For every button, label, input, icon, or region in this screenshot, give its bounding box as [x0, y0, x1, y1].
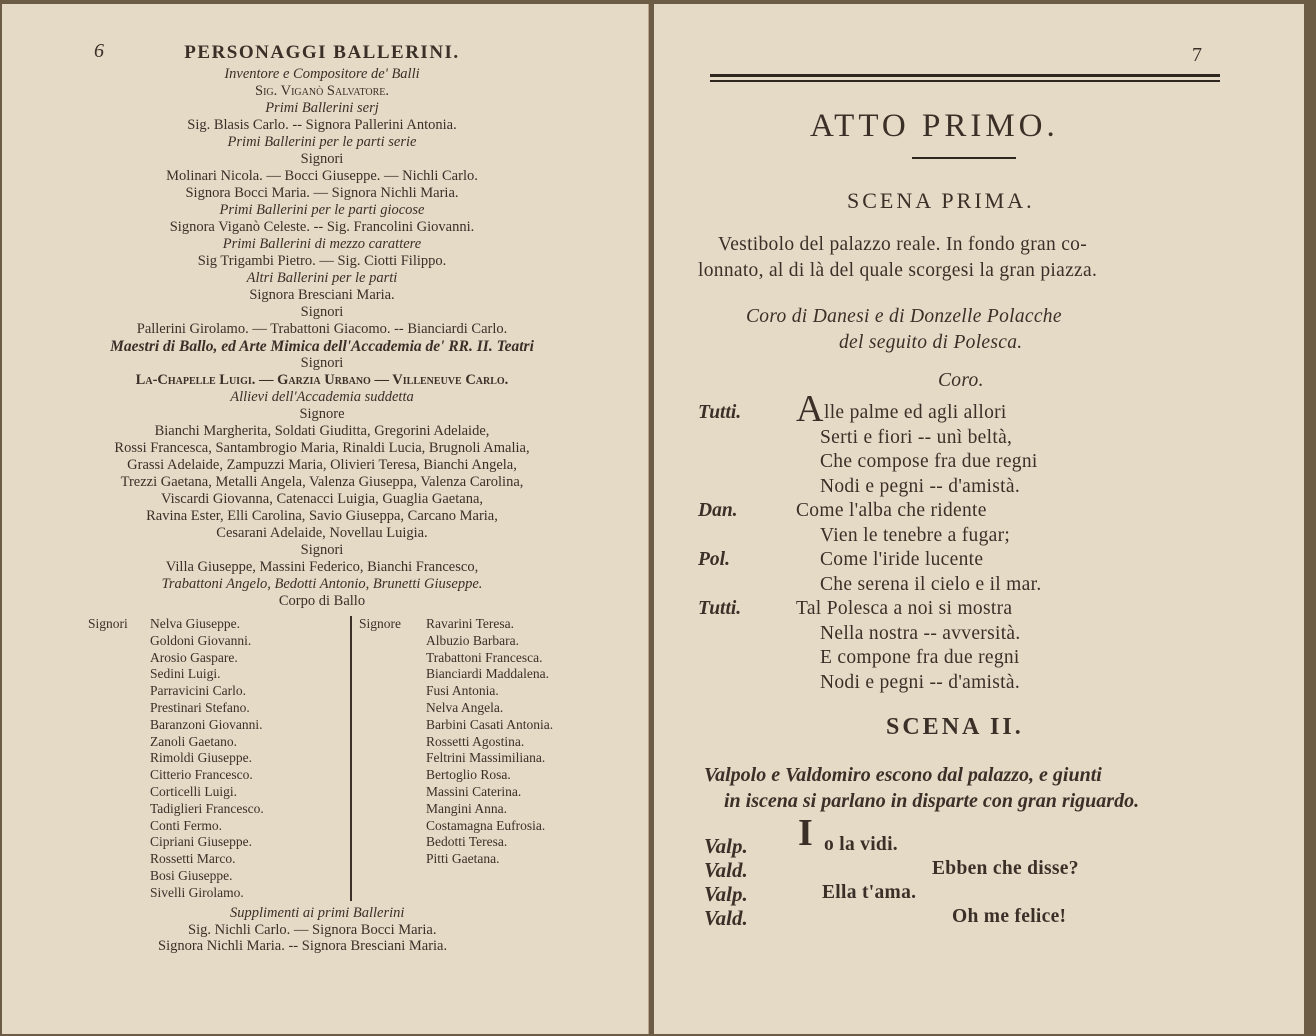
title-rule — [912, 157, 1016, 159]
dancer-name: Trabattoni Francesca. — [426, 649, 543, 665]
speaker-label: Valp. — [704, 834, 748, 858]
cast-line: Signora Bresciani Maria. — [249, 287, 395, 303]
dancer-name: Corticelli Luigi. — [150, 784, 237, 799]
verse-line: Serti e fiori -- unì beltà, — [820, 426, 1013, 448]
speaker-label: Tutti. — [698, 598, 742, 619]
dancer-name: Ravarini Teresa. — [426, 616, 515, 631]
dancer-name: Arosio Gaspare. — [150, 649, 238, 665]
dancer-name: Bosi Giuseppe. — [150, 868, 233, 883]
cast-line: Trezzi Gaetana, Metalli Angela, Valenza Giuseppa, Valenza Carolina, — [120, 474, 524, 490]
cast-line: Inventore e Compositore de' Balli — [224, 66, 420, 82]
coro-label: Coro. — [938, 370, 984, 391]
signori-label: Signori — [88, 616, 128, 631]
scene-two-description-2: in iscena si parlano in disparte con gran riguardo. — [724, 790, 1140, 812]
verse-line: Che compose fra due regni — [820, 451, 1038, 472]
dancer-name: Sivelli Girolamo. — [150, 884, 244, 900]
dancer-name: Pitti Gaetana. — [426, 851, 500, 867]
dancer-name: Sedini Luigi. — [150, 666, 221, 682]
dancer-name: Bedotti Teresa. — [426, 834, 508, 850]
cast-line: Signora Viganò Celeste. -- Sig. Francolini Giovanni. — [169, 219, 475, 235]
speaker-label: Dan. — [698, 500, 738, 521]
speaker-label: Pol. — [698, 549, 730, 570]
cast-line: Signori — [300, 542, 344, 558]
verse-line: Che serena il cielo e il mar. — [820, 573, 1042, 595]
cast-line: Signori — [300, 151, 344, 167]
cast-line: Sig Trigambi Pietro. — Sig. Ciotti Filippo. — [197, 253, 447, 269]
cast-line: Primi Ballerini per le parti serie — [227, 134, 417, 150]
dancer-name: Costamagna Eufrosia. — [426, 817, 546, 833]
cast-line: Rossi Francesca, Santambrogio Maria, Rinaldi Lucia, Brugnoli Amalia, — [114, 440, 530, 456]
speaker-label: Tutti. — [698, 402, 742, 423]
cast-line: Pallerini Girolamo. — Trabattoni Giacomo. -- Bianciardi Carlo. — [136, 321, 508, 337]
dancer-name: Bianciardi Maddalena. — [426, 666, 549, 682]
cast-line: Signori — [300, 304, 344, 320]
verse-line: Come l'iride lucente — [820, 549, 984, 570]
verse-line: lle palme ed agli allori — [824, 402, 1007, 423]
chorus-description-1: Coro di Danesi e di Donzelle Polacche — [746, 306, 1062, 327]
speaker-label: Vald. — [704, 906, 748, 930]
cast-line: Molinari Nicola. — Bocci Giuseppe. — Nichli Carlo. — [166, 168, 478, 184]
dancer-name: Nelva Angela. — [426, 700, 504, 715]
dancer-name: Rossetti Marco. — [150, 851, 236, 867]
dancer-name: Conti Fermo. — [150, 817, 223, 833]
cast-line: Villa Giuseppe, Massini Federico, Bianchi Francesco, — [165, 559, 479, 575]
left-page — [2, 4, 649, 1034]
cast-line: Ravina Ester, Elli Carolina, Savio Giuseppa, Carcano Maria, — [146, 508, 498, 524]
cast-line: Signora Bocci Maria. — Signora Nichli Maria. — [185, 185, 459, 201]
speaker-label: Vald. — [704, 858, 748, 882]
dialogue-line: Ella t'ama. — [822, 882, 917, 903]
dancer-name: Rimoldi Giuseppe. — [150, 750, 252, 766]
footer-line: Supplimenti ai primi Ballerini — [230, 905, 405, 921]
header-rule-top — [710, 74, 1220, 77]
cast-line: Primi Ballerini di mezzo carattere — [222, 236, 422, 252]
cast-line: Grassi Adelaide, Zampuzzi Maria, Olivieri Teresa, Bianchi Angela, — [127, 457, 517, 473]
scene-one-title: SCENA PRIMA. — [847, 188, 1035, 213]
dancer-name: Tadiglieri Francesco. — [150, 800, 264, 816]
dialogue-line: Ebben che disse? — [932, 858, 1079, 879]
drop-capital: A — [796, 388, 824, 430]
page-number: 7 — [1192, 44, 1202, 66]
dialogue-line: Oh me felice! — [952, 906, 1067, 927]
footer-line: Signora Nichli Maria. -- Signora Bresciani Maria. — [158, 938, 448, 954]
dancer-name: Goldoni Giovanni. — [150, 632, 252, 648]
cast-line: Signori — [300, 355, 344, 371]
verse-line: Nodi e pegni -- d'amistà. — [820, 475, 1021, 497]
drop-capital: I — [798, 812, 813, 854]
cast-line: Maestri di Ballo, ed Arte Mimica dell'Accademia de' RR. II. Teatri — [110, 338, 534, 355]
footer-line: Sig. Nichli Carlo. — Signora Bocci Maria. — [188, 921, 437, 938]
dancer-name: Baranzoni Giovanni. — [150, 716, 263, 732]
cast-line: Allievi dell'Accademia suddetta — [230, 389, 414, 405]
scene-two-description-1: Valpolo e Valdomiro escono dal palazzo, e giunti — [704, 764, 1102, 786]
dancer-name: Feltrini Massimiliana. — [426, 750, 546, 766]
dancer-name: Zanoli Gaetano. — [150, 733, 237, 749]
cast-line: Bianchi Margherita, Soldati Giuditta, Gregorini Adelaide, — [154, 423, 490, 439]
cast-line: Primi Ballerini serj — [265, 100, 379, 116]
scene-two-title: SCENA II. — [886, 714, 1024, 740]
header-rule-bottom — [710, 80, 1220, 82]
dancer-name: Nelva Giuseppe. — [150, 616, 240, 631]
verse-line: Nella nostra -- avversità. — [820, 622, 1021, 644]
setting-line-1: Vestibolo del palazzo reale. In fondo gran co- — [718, 234, 1087, 255]
dancer-name: Massini Caterina. — [426, 784, 522, 799]
dialogue-line: o la vidi. — [824, 834, 898, 855]
dancer-name: Cipriani Giuseppe. — [150, 834, 252, 850]
page-number: 6 — [94, 40, 104, 62]
dancer-name: Citterio Francesco. — [150, 767, 253, 783]
right-page — [654, 4, 1304, 1034]
dancer-name: Albuzio Barbara. — [426, 632, 519, 648]
speaker-label: Valp. — [704, 882, 748, 906]
cast-line: Corpo di Ballo — [278, 593, 366, 609]
column-divider — [350, 616, 352, 901]
verse-line: Nodi e pegni -- d'amistà. — [820, 671, 1021, 693]
dancer-name: Parravicini Carlo. — [150, 683, 246, 699]
act-title: ATTO PRIMO. — [810, 108, 1059, 144]
dancer-name: Fusi Antonia. — [426, 683, 499, 699]
dancer-name: Rossetti Agostina. — [426, 733, 525, 749]
verse-line: E compone fra due regni — [820, 647, 1020, 668]
verse-line: Come l'alba che ridente — [796, 500, 987, 521]
dancer-name: Prestinari Stefano. — [150, 700, 250, 715]
dancer-name: Mangini Anna. — [426, 800, 507, 816]
cast-line: Primi Ballerini per le parti giocose — [219, 202, 425, 218]
cast-line: Signore — [299, 406, 345, 422]
setting-line-2: lonnato, al di là del quale scorgesi la gran piazza. — [698, 260, 1098, 281]
chorus-description-2: del seguito di Polesca. — [839, 332, 1023, 353]
cast-line: Sig. Viganò Salvatore. — [255, 83, 389, 99]
dancer-name: Barbini Casati Antonia. — [426, 716, 554, 732]
verse-line: Vien le tenebre a fugar; — [820, 524, 1011, 546]
signore-label: Signore — [359, 616, 401, 631]
cast-line: Trabattoni Angelo, Bedotti Antonio, Brunetti Giuseppe. — [161, 576, 483, 592]
cast-line: Sig. Blasis Carlo. -- Signora Pallerini Antonia. — [187, 117, 457, 133]
cast-line: Cesarani Adelaide, Novellau Luigia. — [216, 525, 428, 541]
cast-line: Altri Ballerini per le parti — [246, 270, 398, 286]
verse-line: Tal Polesca a noi si mostra — [796, 598, 1013, 619]
cast-line: La-Chapelle Luigi. — Garzia Urbano — Villeneuve Carlo. — [135, 372, 509, 388]
cast-line: Viscardi Giovanna, Catenacci Luigia, Guaglia Gaetana, — [160, 491, 484, 507]
dancer-name: Bertoglio Rosa. — [426, 767, 511, 783]
page-title: PERSONAGGI BALLERINI. — [184, 42, 460, 63]
